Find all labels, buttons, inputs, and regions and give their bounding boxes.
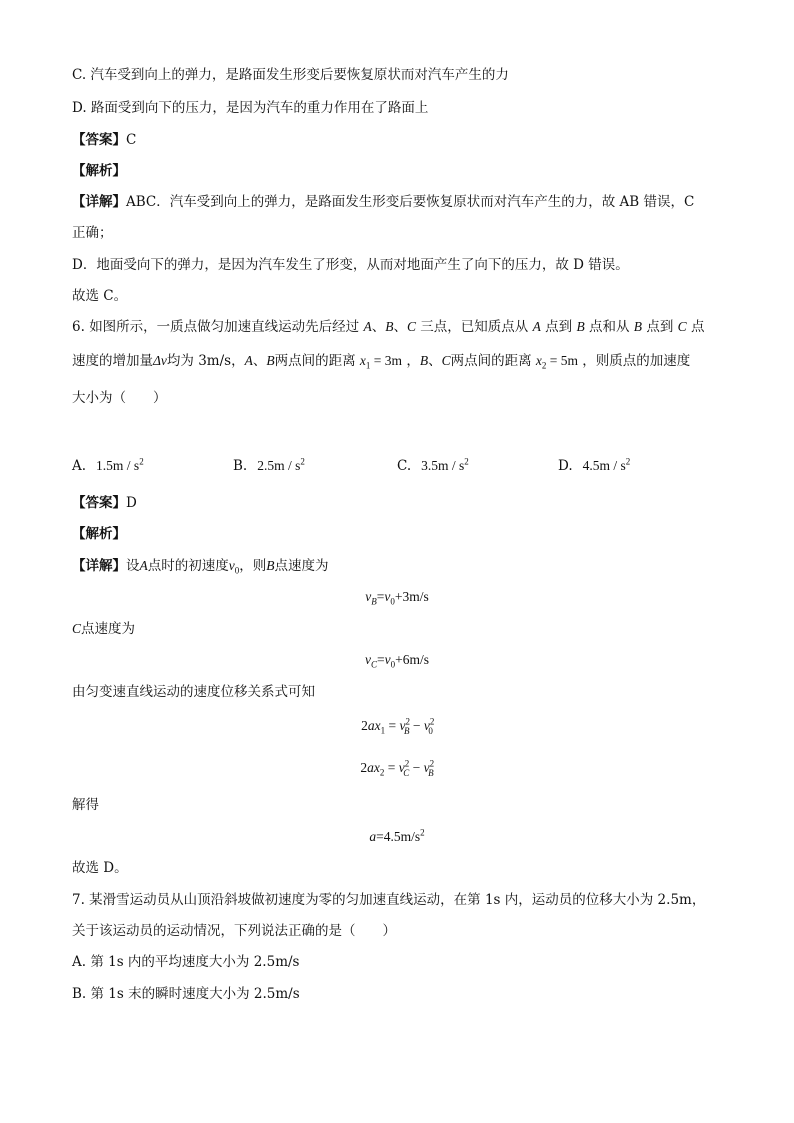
q6-option-c: C. $3.5m / s^2$ (397, 456, 469, 474)
answer-value: D (126, 495, 137, 511)
q5-conclusion: 故选 C。 (72, 288, 128, 304)
equation-vc: $v_C=v_0+6m/s$ (364, 652, 429, 670)
equation-result: $a=4.5m/s^2$ (369, 827, 425, 844)
equation-2: $2ax_2 = v^2_C - v^2_B$ (360, 758, 435, 778)
q7-option-b: B. 第 1s 末的瞬时速度大小为 2.5m/s (72, 986, 300, 1002)
q6-relation-text: 由匀变速直线运动的速度位移关系式可知 (72, 684, 315, 700)
q6-stem-line3: 大小为（ ） (72, 390, 167, 406)
q5-option-c: C. 汽车受到向上的弹力，是路面发生形变后要恢复原状而对汽车产生的力 (72, 67, 509, 83)
q6-solve-text: 解得 (72, 797, 99, 813)
q6-c-speed-text: C点速度为 (72, 621, 136, 637)
equation-1: $2ax_1 = v^2_B - v^2_0$ (361, 716, 435, 736)
q7-option-a: A. 第 1s 内的平均速度大小为 2.5m/s (72, 954, 300, 970)
q5-detail-line1: 【详解】ABC．汽车受到向上的弹力，是路面发生形变后要恢复原状而对汽车产生的力，故 AB 错误，C (72, 194, 695, 210)
q7-stem-line1: 7. 某滑雪运动员从山顶沿斜坡做初速度为零的匀加速直线运动，在第 1s 内，运动员的位移大小为 2.5m， (72, 892, 706, 908)
answer-label: 【答案】 (72, 132, 126, 148)
q6-option-a: A. $1.5m / s^2$ (72, 456, 144, 474)
q6-analysis-label: 【解析】 (72, 526, 126, 542)
detail-label: 【详解】 (72, 558, 126, 574)
q5-option-d: D. 路面受到向下的压力，是因为汽车的重力作用在了路面上 (72, 100, 429, 116)
q6-detail-line: 【详解】设A点时的初速度$v_0$，则B点速度为 (72, 558, 329, 576)
q5-answer (72, 131, 136, 149)
q5-analysis-label: 【解析】 (72, 163, 126, 179)
q5-detail-line2: 正确； (72, 225, 113, 241)
q5-detail-line3: D．地面受向下的弹力，是因为汽车发生了形变，从而对地面产生了向下的压力，故 D 错误。 (72, 257, 629, 273)
equation-vb: $v_B=v_0+3m/s$ (365, 589, 429, 607)
q7-stem-line2: 关于该运动员的运动情况，下列说法正确的是（ ） (72, 923, 396, 939)
detail-label: 【详解】 (72, 194, 126, 210)
answer-value: C (126, 132, 137, 148)
q6-option-b: B. $2.5m / s^2$ (233, 456, 305, 474)
q6-option-d: D. $4.5m / s^2$ (558, 456, 631, 474)
q6-conclusion: 故选 D。 (72, 860, 128, 876)
answer-label: 【答案】 (72, 495, 126, 511)
q6-stem-line1: 6. 如图所示，一质点做匀加速直线运动先后经过 A、B、C 三点，已知质点从 A 点到 B 点和从 B 点到 C 点 (72, 319, 705, 335)
q6-answer (72, 494, 137, 512)
q6-stem-line2: 速度的增加量Δv均为 3m/s，A、B两点间的距离 $x_1 = 3m$ ，B、C两点间的距离 $x_2 = 5m$ ，则质点的加速度 (72, 353, 691, 371)
